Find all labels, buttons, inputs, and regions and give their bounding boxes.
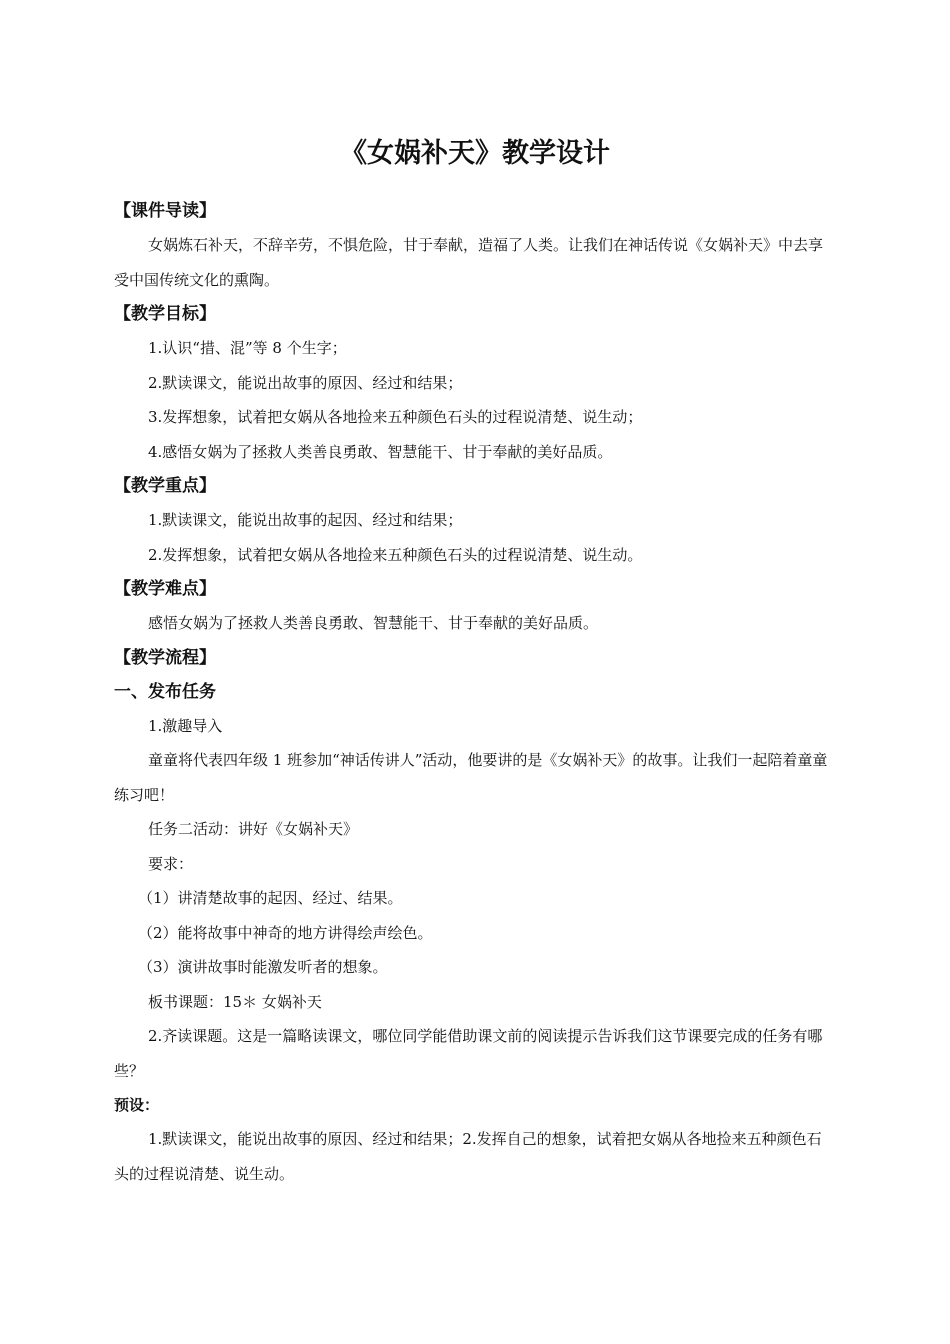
goal-item: 2.默读课文，能说出故事的原因、经过和结果；	[148, 373, 463, 392]
process-part-title: 一、发布任务	[114, 681, 216, 702]
intro-paragraph: 女娲炼石补天，不辞辛劳，不惧危险，甘于奉献，造福了人类。让我们在神话传说《女娲补天》中去享受中国传统文化的熏陶。	[114, 236, 824, 289]
requirement-item: （3）演讲故事时能激发听者的想象。	[138, 958, 388, 976]
task-line: 任务二活动：讲好《女娲补天》	[148, 820, 359, 838]
goal-item: 1.认识“措、混”等 8 个生字；	[148, 339, 347, 357]
section-heading-process: 【教学流程】	[114, 647, 216, 668]
key-point-item: 1.默读课文，能说出故事的起因、经过和结果；	[148, 511, 463, 529]
section-heading-difficulties: 【教学难点】	[114, 579, 216, 599]
section-heading-goals: 【教学目标】	[114, 304, 216, 324]
process-step-paragraph: 2.齐读课题。这是一篇略读课文，哪位同学能借助课文前的阅读提示告诉我们这节课要完成的任务有哪些？	[114, 1027, 823, 1080]
goal-item: 4.感悟女娲为了拯救人类善良勇敢、智慧能干、甘于奉献的美好品质。	[148, 442, 613, 461]
preset-label: 预设：	[114, 1096, 160, 1114]
process-step-paragraph: 童童将代表四年级 1 班参加“神话传讲人”活动，他要讲的是《女娲补天》的故事。让我们一起陪着童童练习吧！	[114, 751, 828, 804]
section-heading-intro: 【课件导读】	[114, 201, 216, 221]
document-title: 《女娲补天》教学设计	[340, 138, 610, 169]
process-step-title: 1.激趣导入	[148, 716, 223, 735]
requirement-item: （2）能将故事中神奇的地方讲得绘声绘色。	[138, 923, 433, 942]
key-point-item: 2.发挥想象，试着把女娲从各地捡来五种颜色石头的过程说清楚、说生动。	[148, 545, 643, 564]
difficulty-paragraph: 感悟女娲为了拯救人类善良勇敢、智慧能干、甘于奉献的美好品质。	[148, 614, 599, 632]
board-title-line: 板书课题：15＊ 女娲补天	[148, 992, 322, 1011]
preset-paragraph: 1.默读课文，能说出故事的原因、经过和结果；2.发挥自己的想象，试着把女娲从各地捡来五种颜色石头的过程说清楚、说生动。	[114, 1130, 822, 1183]
requirements-label: 要求：	[148, 854, 194, 873]
section-heading-key-points: 【教学重点】	[114, 476, 216, 496]
goal-item: 3.发挥想象，试着把女娲从各地捡来五种颜色石头的过程说清楚、说生动；	[148, 408, 643, 426]
requirement-item: （1）讲清楚故事的起因、经过、结果。	[138, 889, 403, 907]
